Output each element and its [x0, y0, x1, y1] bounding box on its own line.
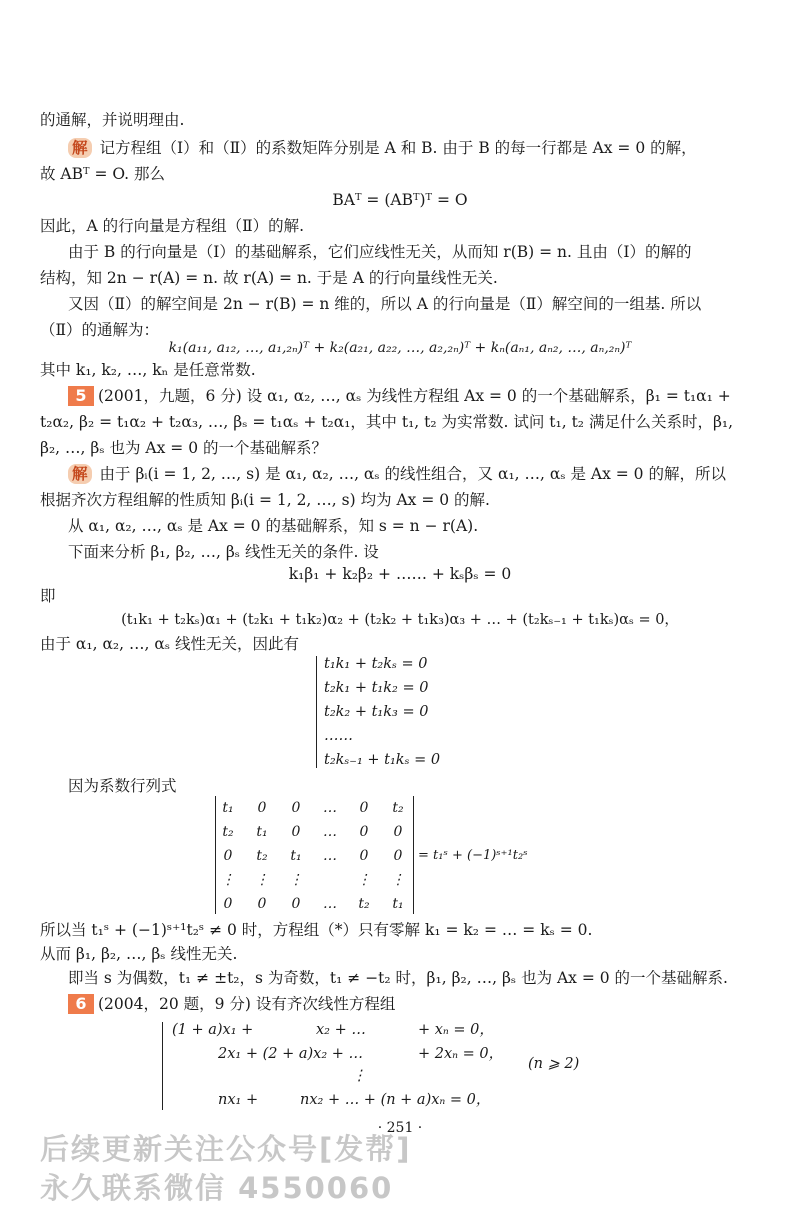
determinant-cell: 0 — [257, 800, 267, 816]
equation: k₁β₁ + k₂β₂ + …… + kₛβₛ = 0 — [288, 565, 512, 583]
system-equation: + xₙ = 0， — [418, 1022, 494, 1038]
text-line: 从 α₁, α₂, …, αₛ 是 Ax = 0 的基础解系，知 s = n − r(A). — [68, 517, 479, 535]
text-line: 因为系数行列式 — [68, 777, 177, 795]
determinant-cell: t₂ — [392, 800, 404, 816]
system-brace — [162, 1022, 163, 1110]
text-line: 因此，A 的行向量是方程组（Ⅱ）的解. — [40, 217, 305, 235]
equation: k₁(a₁₁, a₁₂, …, a₁,₂ₙ)ᵀ + k₂(a₂₁, a₂₂, …, a₂,₂ₙ)ᵀ + kₙ(aₙ₁, aₙ₂, …, aₙ,₂ₙ)ᵀ — [168, 340, 632, 356]
determinant-cell: t₁ — [256, 824, 268, 840]
determinant-cell: 0 — [223, 896, 233, 912]
system-equation: t₂k₂ + t₁k₃ = 0 — [324, 704, 429, 720]
text-line: 其中 k₁, k₂, …, kₙ 是任意常数. — [40, 361, 256, 379]
determinant-cell: t₁ — [290, 848, 302, 864]
determinant-cell: t₂ — [358, 896, 370, 912]
solution-line — [68, 138, 697, 158]
text-line: 记方程组（Ⅰ）和（Ⅱ）的系数矩阵分别是 A 和 B. 由于 B 的每一行都是 Ax = 0 的解， — [99, 139, 697, 157]
determinant-cell: 0 — [393, 848, 403, 864]
text-line: 由于 α₁, α₂, …, αₛ 线性无关，因此有 — [40, 635, 299, 653]
determinant-bar-right — [413, 796, 414, 914]
problem-5-line — [68, 386, 731, 406]
determinant-cell: … — [323, 824, 337, 840]
text-line: (2001，九题，6 分) 设 α₁, α₂, …, αₛ 为线性方程组 Ax = 0 的一个基础解系，β₁ = t₁α₁ + — [98, 387, 731, 405]
determinant-cell: t₂ — [256, 848, 268, 864]
determinant-cell: 0 — [223, 848, 233, 864]
determinant-cell: ⋮ — [391, 872, 405, 888]
determinant-cell: … — [323, 800, 337, 816]
equation: BAᵀ = (ABᵀ)ᵀ = O — [332, 191, 468, 209]
determinant-cell: 0 — [291, 824, 301, 840]
text-line: β₂, …, βₛ 也为 Ax = 0 的一个基础解系？ — [40, 439, 327, 457]
text-line: (2004，20 题，9 分) 设有齐次线性方程组 — [98, 995, 396, 1013]
system-equation: t₂k₁ + t₁k₂ = 0 — [324, 680, 429, 696]
determinant-cell: 0 — [257, 896, 267, 912]
determinant-result: = t₁ˢ + (−1)ˢ⁺¹t₂ˢ — [418, 848, 528, 863]
text-line: 又因（Ⅱ）的解空间是 2n − r(B) = n 维的，所以 A 的行向量是（Ⅱ）解空间的一组基. 所以 — [68, 295, 702, 313]
text-line: 结构，知 2n − r(A) = n. 故 r(A) = n. 于是 A 的行向量线性无关. — [40, 269, 498, 287]
system-equation: t₂kₛ₋₁ + t₁kₛ = 0 — [324, 752, 441, 768]
text-line: 从而 β₁, β₂, …, βₛ 线性无关. — [40, 945, 238, 963]
determinant-cell: … — [323, 896, 337, 912]
system-brace — [316, 656, 317, 768]
text-line: 即当 s 为偶数，t₁ ≠ ±t₂，s 为奇数，t₁ ≠ −t₂ 时，β₁, β₂, …, βₛ 也为 Ax = 0 的一个基础解系. — [68, 969, 728, 987]
determinant-cell: … — [323, 848, 337, 864]
watermark-line: 永久联系微信 4550060 — [40, 1171, 394, 1205]
determinant-cell: 0 — [359, 848, 369, 864]
system-equation: (1 + a)x₁ + — [172, 1022, 254, 1038]
text-line: 由于 B 的行向量是（Ⅰ）的基础解系，它们应线性无关，从而知 r(B) = n. 且由（Ⅰ）的解的 — [68, 243, 692, 261]
system-condition: (n ⩾ 2) — [528, 1056, 580, 1072]
equation: (t₁k₁ + t₂kₛ)α₁ + (t₂k₁ + t₁k₂)α₂ + (t₂k₂ + t₁k₃)α₃ + … + (t₂kₛ₋₁ + t₁kₛ)αₛ = 0， — [121, 612, 679, 628]
text-line: 根据齐次方程组解的性质知 βᵢ(i = 1, 2, …, s) 均为 Ax = 0 的解. — [40, 491, 490, 509]
text-line: 即 — [40, 587, 56, 605]
system-equation: 2x₁ + (2 + a)x₂ + … — [218, 1046, 363, 1062]
determinant-cell: 0 — [291, 800, 301, 816]
system-equation: …… — [324, 728, 353, 744]
determinant-cell: 0 — [393, 824, 403, 840]
determinant-cell: 0 — [359, 824, 369, 840]
system-equation: x₂ + … — [316, 1022, 366, 1038]
solution-line — [68, 464, 726, 484]
determinant-cell: t₂ — [222, 824, 234, 840]
text-line: 下面来分析 β₁, β₂, …, βₛ 线性无关的条件. 设 — [68, 543, 379, 561]
text-line: 所以当 t₁ˢ + (−1)ˢ⁺¹t₂ˢ ≠ 0 时，方程组（*）只有零解 k₁ = k₂ = … = kₛ = 0. — [40, 921, 593, 939]
system-equation: ⋮ — [352, 1068, 367, 1084]
text-line: 的通解，并说明理由. — [40, 111, 185, 129]
text-line: 由于 βᵢ(i = 1, 2, …, s) 是 α₁, α₂, …, αₛ 的线性组合，又 α₁, …, αₛ 是 Ax = 0 的解，所以 — [99, 465, 726, 483]
problem-number-badge: 6 — [68, 994, 94, 1014]
determinant-cell: ⋮ — [255, 872, 269, 888]
determinant-cell: ⋮ — [357, 872, 371, 888]
page-number: · 251 · — [377, 1120, 423, 1136]
watermark-line: 后续更新关注公众号[发帮] — [40, 1132, 412, 1166]
solution-badge: 解 — [68, 464, 92, 484]
text-line: （Ⅱ）的通解为： — [40, 321, 160, 339]
system-equation: + 2xₙ = 0， — [418, 1046, 504, 1062]
solution-badge: 解 — [68, 138, 92, 158]
determinant-cell: t₁ — [222, 800, 234, 816]
text-line: t₂α₂, β₂ = t₁α₂ + t₂α₃, …, βₛ = t₁αₛ + t₂α₁，其中 t₁, t₂ 为实常数. 试问 t₁, t₂ 满足什么关系时，β₁, — [40, 413, 734, 431]
determinant-cell: 0 — [359, 800, 369, 816]
system-equation: t₁k₁ + t₂kₛ = 0 — [324, 656, 428, 672]
system-equation: nx₁ + — [218, 1092, 259, 1108]
determinant-cell: t₁ — [392, 896, 404, 912]
problem-6-line — [68, 994, 395, 1014]
determinant-cell: ⋮ — [289, 872, 303, 888]
determinant-cell: 0 — [291, 896, 301, 912]
determinant-cell: ⋮ — [221, 872, 235, 888]
text-line: 故 ABᵀ = O. 那么 — [40, 165, 166, 183]
problem-number-badge: 5 — [68, 386, 94, 406]
system-equation: nx₂ + … + (n + a)xₙ = 0， — [300, 1092, 491, 1108]
